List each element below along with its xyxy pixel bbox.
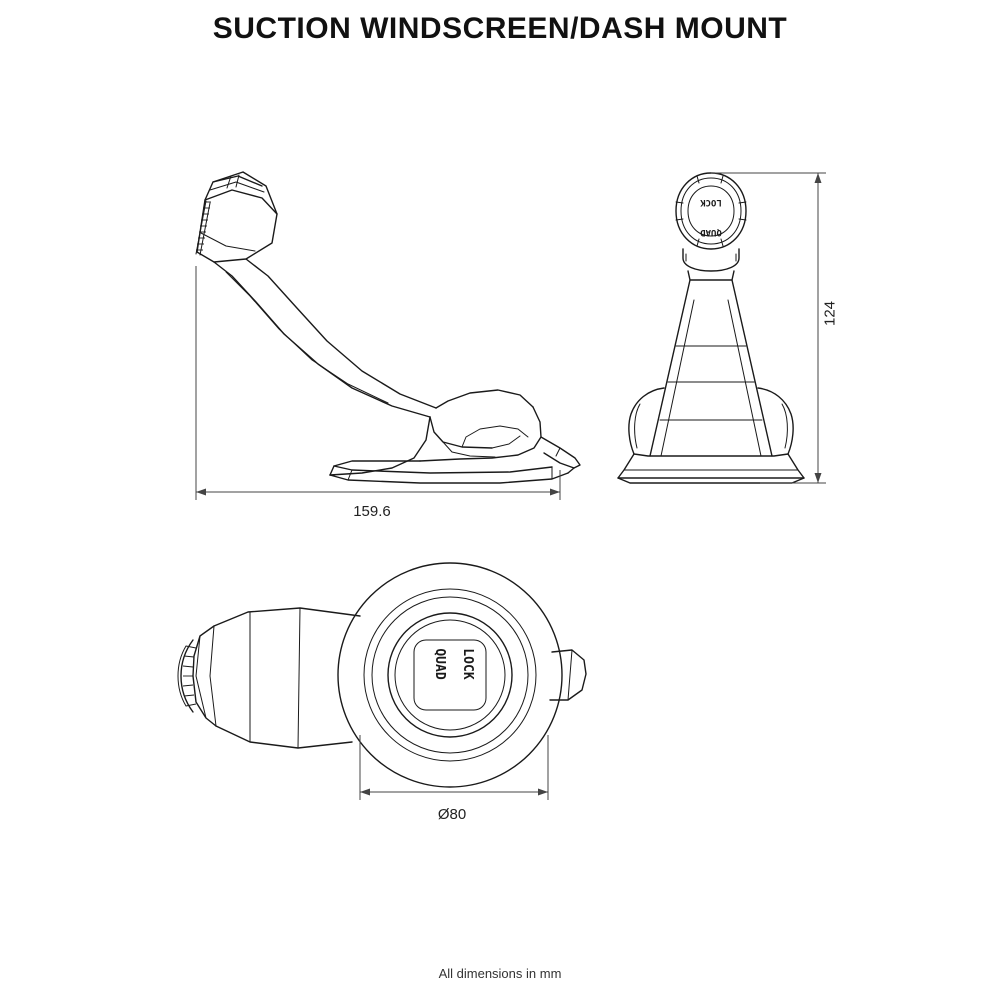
dimension-height-label: 124	[821, 300, 839, 327]
dimension-width	[196, 266, 560, 500]
top-view-lock-knob	[388, 613, 512, 737]
top-lock-logo-text: LOCK	[460, 648, 475, 680]
front-view-wings	[629, 388, 793, 454]
front-view-lock-knob	[676, 173, 746, 249]
dimension-width-label: 159.6	[353, 503, 391, 520]
dimension-diameter-label: Ø80	[437, 806, 467, 823]
side-view-arm	[214, 259, 533, 448]
quad-logo-text: QUAD	[700, 227, 722, 237]
top-view-base-circle	[338, 563, 562, 787]
dimension-diameter	[360, 735, 548, 800]
front-view-cone	[650, 280, 772, 456]
page-title: SUCTION WINDSCREEN/DASH MOUNT	[212, 12, 788, 45]
front-view-base	[618, 454, 804, 483]
top-quad-logo-text: QUAD	[432, 648, 447, 680]
front-view-collar	[683, 249, 739, 280]
side-view	[196, 172, 580, 500]
top-view-arm	[178, 608, 360, 748]
units-note: All dimensions in mm	[438, 966, 562, 981]
side-view-head	[196, 172, 277, 262]
top-view-tab	[550, 650, 586, 700]
front-view	[618, 173, 826, 483]
side-view-suction-body	[330, 407, 580, 475]
top-view	[178, 563, 586, 800]
lock-logo-text: LOCK	[700, 197, 722, 207]
dimension-height	[711, 173, 826, 483]
